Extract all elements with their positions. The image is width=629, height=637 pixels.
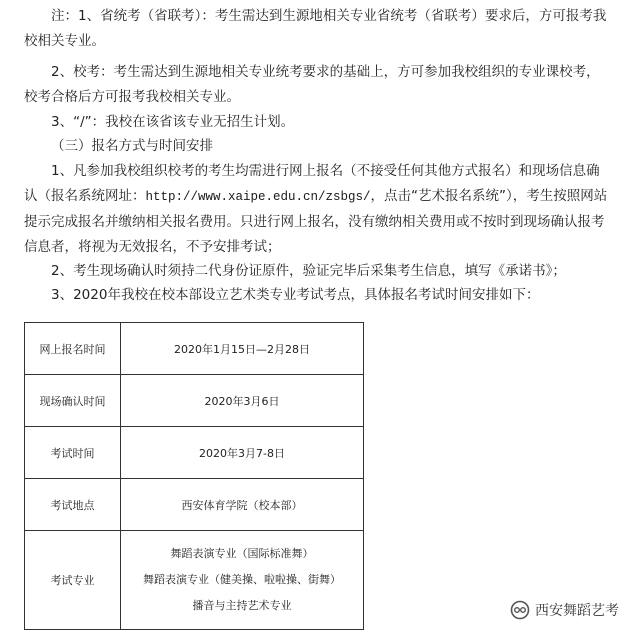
item1-suffix: ，点击“艺术报名系统”），考生按照网站提示完成报名并缴纳相关报名费用。只进行网上报名，没有缴纳相关费用或不按时到现场确认报考信息者，将视为无效报名，不予安排考试； (24, 188, 608, 255)
row-value: 2020年1月15日—2月28日 (121, 323, 363, 375)
row-value: 2020年3月6日 (121, 375, 363, 427)
table-row (25, 479, 363, 531)
registration-url-link[interactable]: http://www.xaipe.edu.cn/zsbgs/ (145, 190, 371, 204)
table-row (25, 323, 363, 375)
schedule-table (24, 322, 364, 630)
note-paragraph-3: 3、“/”：我校在该省该专业无招生计划。 (51, 114, 295, 130)
row-label: 现场确认时间 (25, 375, 121, 427)
row-label: 网上报名时间 (25, 323, 121, 375)
major-item: 舞蹈表演专业（国际标准舞） (170, 547, 314, 560)
wechat-official-account-icon (510, 600, 530, 620)
note-paragraph-2: 2、校考：考生需达到生源地相关专业统考要求的基础上，方可参加我校组织的专业课校考，校考合格后方可报考我校相关专业。 (24, 64, 600, 105)
major-item: 舞蹈表演专业（健美操、啦啦操、街舞） (143, 573, 341, 586)
major-item: 播音与主持艺术专业 (192, 599, 292, 612)
table-row (25, 427, 363, 479)
row-value: 2020年3月7-8日 (121, 427, 363, 479)
section-heading: （三）报名方式与时间安排 (51, 138, 213, 154)
row-label: 考试地点 (25, 479, 121, 531)
item-paragraph-1 (24, 159, 612, 260)
row-label: 考试时间 (25, 427, 121, 479)
row-label: 考试专业 (25, 531, 121, 629)
item1-prefix: 1、凡参加我校组织校考的考生均需进行网上报名（不接受任何其他方式报名）和现场信息确认（报名系统网址： (24, 163, 600, 204)
item-paragraph-3: 3、2020年我校在校本部设立艺术类专业考试考点，具体报名考试时间安排如下： (51, 287, 540, 303)
table-row (25, 375, 363, 427)
note-paragraph-1: 注：1、省统考（省联考）：考生需达到生源地相关专业省统考（省联考）要求后，方可报考我校相关专业。 (24, 8, 607, 49)
majors-cell (121, 531, 363, 629)
row-value: 西安体育学院（校本部） (121, 479, 363, 531)
table-row (25, 531, 363, 629)
watermark (510, 600, 619, 620)
watermark-text: 西安舞蹈艺考 (535, 603, 619, 619)
item-paragraph-2: 2、考生现场确认时须持二代身份证原件，验证完毕后采集考生信息，填写《承诺书》； (51, 263, 566, 279)
